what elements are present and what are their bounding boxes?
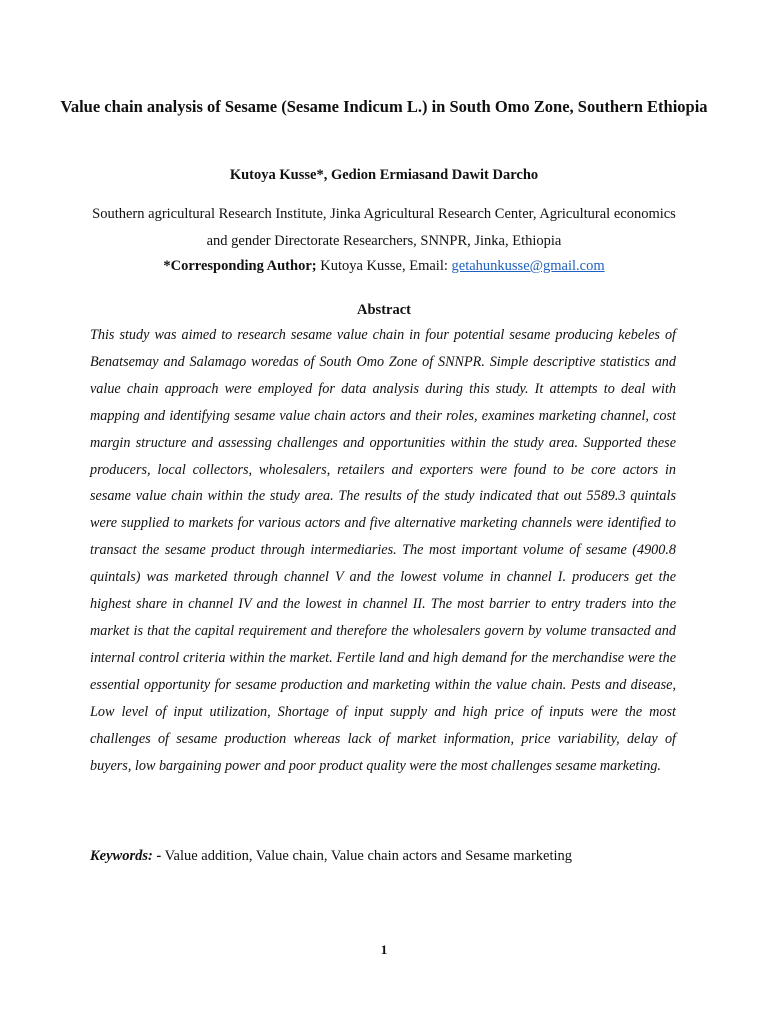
email-link[interactable]: getahunkusse@gmail.com bbox=[451, 258, 605, 274]
keywords-label: Keywords: - bbox=[90, 848, 162, 864]
author-list: Kutoya Kusse*, Gedion Ermiasand Dawit Darcho bbox=[229, 167, 539, 183]
keywords bbox=[90, 845, 676, 867]
page-number: 1 bbox=[380, 942, 388, 957]
corresponding-author bbox=[60, 255, 708, 277]
keywords-text: Value addition, Value chain, Value chain actors and Sesame marketing bbox=[161, 848, 573, 864]
abstract-body: This study was aimed to research sesame value chain in four potential sesame producing kebeles of Benatsemay and Salamago woredas of South Omo Zone of SNNPR. Simple descriptive statistics and value chain approach were employed for data analysis during this study. It attempts to deal with mapping and identifying sesame value chain actors and their roles, examines marketing channel, cost margin structure and assessing challenges and opportunities within the study area. Supported these producers, local collectors, wholesalers, retailers and exporters were found to be core actors in sesame value chain within the study area. The results of the study indicated that out 5589.3 quintals were supplied to markets for various actors and five alternative marketing channels were identified to transact the sesame product through intermediaries. The most important volume of sesame (4900.8 quintals) was marketed through channel V and the lowest volume in channel I. producers get the highest share in channel IV and the lowest in channel II. The most barrier to entry traders into the market is that the capital requirement and therefore the wholesalers govern by volume transacted and internal control criteria within the market. Fertile land and high demand for the merchandise were the essential opportunity for sesame production and marketing within the value chain. Pests and disease, Low level of input utilization, Shortage of input supply and high price of inputs were the most challenges of sesame production whereas lack of market information, price variability, delay of buyers, low bargaining power and poor product quality were the most challenges sesame marketing. bbox=[90, 327, 676, 774]
paper-title: Value chain analysis of Sesame (Sesame Indicum L.) in South Omo Zone, Southern Ethiopia bbox=[60, 97, 708, 116]
abstract-heading: Abstract bbox=[357, 302, 411, 318]
corresponding-author-label: *Corresponding Author; bbox=[163, 258, 317, 274]
corresponding-author-text: Kutoya Kusse, Email: bbox=[316, 258, 452, 274]
affiliation: Southern agricultural Research Institute, Jinka Agricultural Research Center, Agricultural economics and gender Directorate Researchers, SNNPR, Jinka, Ethiopia bbox=[92, 206, 676, 249]
